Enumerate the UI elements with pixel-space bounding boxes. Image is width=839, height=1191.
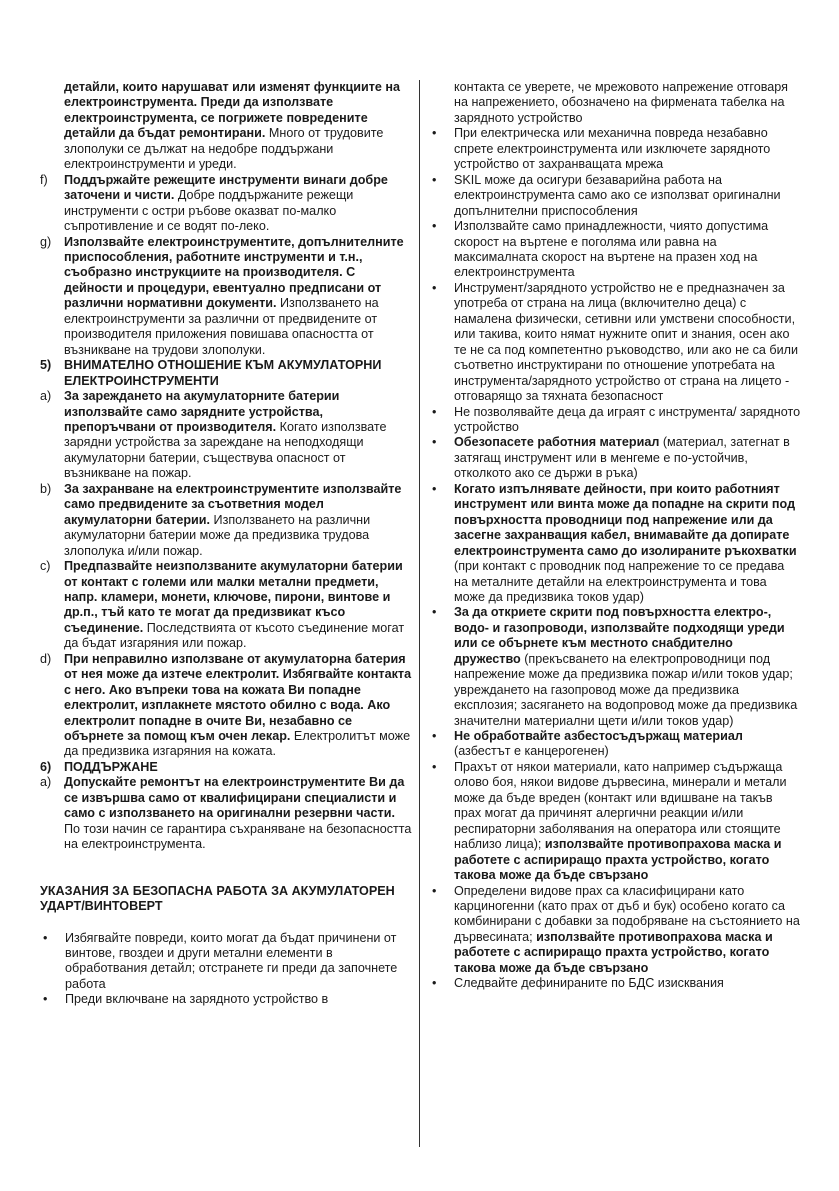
item-bold-text: За захранване на електроинструментите използвайте само предвидените за съответния модел акумулаторни батерии.: [64, 481, 402, 527]
section-6-number: 6): [40, 759, 52, 774]
bullet-normal-text: SKIL може да осигури безаварийна работа на електроинструмента само ако се използват оригинални допълнителни приспособления: [454, 172, 781, 218]
bullet-normal-text: (азбестът е канцерогенен): [454, 744, 609, 759]
intro-bold-text: детайли, които нарушават или изменят функциите на електроинструмента. Преди да използвате електроинструмента, се погрижете повредените детайли да бъдат ремонтирани.: [64, 80, 401, 141]
bullet-item: [429, 760, 801, 884]
item-normal-text: Електролитът може да предизвика изгаряния на кожата.: [64, 729, 411, 759]
section-5-item-text: [64, 559, 412, 652]
section-5-item: [40, 559, 412, 652]
bullet-marker: •: [43, 992, 48, 1007]
bullet-marker: •: [432, 404, 437, 419]
bullet-text: [454, 281, 801, 405]
bullet-bold-text: Обезопасете работния материал: [454, 435, 660, 450]
bullet-item: [429, 976, 801, 991]
bullet-text: [454, 173, 801, 219]
bullet-text: Избягвайте повреди, които могат да бъдат причинени от винтове, гвоздеи и други метални елементи в обработвания детайл; отстранете ги преди да започнете работа: [65, 930, 398, 991]
section-5-title: ВНИМАТЕЛНО ОТНОШЕНИЕ КЪМ АКУМУЛАТОРНИ ЕЛЕКТРОИНСТРУМЕНТИ: [64, 358, 382, 388]
bullet-marker: •: [432, 280, 437, 295]
bullet-text: [454, 976, 801, 991]
bullet-item: [429, 729, 801, 760]
bullet-normal-text: Определени видове прах са класифицирани като карциногенни (като прах от дъб и бук) особено когато са комбинирани с добавки за подобряване на състоянието на дървесината;: [454, 883, 800, 944]
section-6-item: [40, 775, 412, 852]
section-5-item-text: [64, 389, 412, 482]
bullet-marker: •: [432, 435, 437, 450]
bullet-normal-text: Следвайте дефинираните по БДС изисквания: [454, 976, 724, 991]
bullet-item: [429, 173, 801, 219]
item-normal-text: Добре поддържаните режещи инструменти с остри ръбове оказват по-малко съпротивление и се водят по-леко.: [64, 188, 354, 234]
bullet-item: [429, 605, 801, 729]
section-5-heading: [40, 358, 412, 389]
section-5-item-text: [64, 482, 412, 559]
bullet-item: [429, 435, 801, 481]
bullet-item: [429, 405, 801, 436]
intro-text: Много от трудовите злополуки се дължат на недобре поддържани електроинструменти и уреди.: [64, 126, 384, 172]
left-bullet-list: [40, 931, 412, 1008]
bullet-marker: •: [432, 481, 437, 496]
section-4-items: [40, 173, 412, 358]
bullet-bold-text: Когато изпълнявате дейности, при които работният инструмент или винта може да попадне на скрити под повърхността проводници под напрежение или да засегне захранващия кабел, внимавайте да допирате електроинструмента само до изолираните ръкохватки: [454, 481, 797, 558]
section-5-item: [40, 652, 412, 760]
item-normal-text: Последствията от късото съединение могат да бъдат изгаряния или пожар.: [64, 620, 405, 651]
bullet-marker: •: [432, 883, 437, 898]
section-5-items: [40, 389, 412, 760]
section-6-heading: [40, 760, 412, 775]
section-4-item: [40, 173, 412, 235]
bullet-normal-text: Използвайте само принадлежности, чиято допустима скорост на въртене е поголяма или равна на максималната скорост на въртене на празен ход на електроинструмента: [454, 219, 769, 280]
section-5-number: 5): [40, 358, 52, 373]
bullet-text: Преди включване на зарядното устройство в: [65, 992, 329, 1007]
bullet-item: [429, 884, 801, 977]
bullet-marker: •: [432, 605, 437, 620]
bullet-marker: •: [432, 759, 437, 774]
bullet-text: [454, 884, 801, 977]
bullet-bold-text: използвайте противопрахова маска и работете с аспириращо прахта устройство, когато такова може да бъде свързано: [454, 929, 773, 975]
bullet-item: [429, 482, 801, 606]
bullet-text: [454, 605, 801, 729]
bullet-item: [429, 219, 801, 281]
section-5-item: [40, 482, 412, 559]
bullet-bold-text: Не обработвайте азбестосъдържащ материал: [454, 729, 743, 744]
item-bold-text: Използвайте електроинструментите, допълнителните приспособления, работните инструменти и т.н., съобразно инструкциите на производителя. С дейности и процедури, евентуално предписани от различни нормативни документи.: [64, 234, 404, 311]
item-normal-text: Използването на различни акумулаторни батерии може да предизвика трудова злополука и/или пожар.: [64, 512, 371, 558]
bullet-bold-text: За да откриете скрити под повърхността електро-, водо- и газопроводи, използвайте подходящи уреди или се обърнете към местното снабдително дружество: [454, 605, 785, 666]
section-6-items: [40, 775, 412, 852]
safety-heading: УКАЗАНИЯ ЗА БЕЗОПАСНА РАБОТА ЗА АКУМУЛАТОРЕН УДАРТ/ВИНТОВЕРТ: [40, 883, 395, 914]
bullet-normal-text: При електрическа или механична повреда незабавно спрете електроинструмента или изключете зарядното устройство от захранващата мрежа: [454, 126, 771, 172]
bullet-text: [454, 219, 801, 281]
item-normal-text: Използването на електроинструменти за различни от предвидените от производителя приложения повишава опасността от възникване на трудови злополуки.: [64, 296, 379, 357]
item-bold-text: Предпазвайте неизползваните акумулаторни батерии от контакт с големи или малки метални предмети, напр. кламери, монети, ключове, пирони, винтове и др.п., тъй като те могат да предизвикат късо съединение.: [64, 559, 403, 635]
bullet-item: [429, 281, 801, 405]
item-bold-text: Допускайте ремонтът на електроинструментите Ви да се извършва само от квалифицирани специалисти и само с използването на оригинални резервни части.: [64, 775, 405, 821]
section-5-item-marker: c): [40, 559, 51, 574]
bullet-normal-text: Инструмент/зарядното устройство не е предназначен за употреба от страна на лица (включително деца) с намалена физически, сетивни или умствени способности, или такива, които нямат нужните опит и знания, осен ако те не са под компетентно ръководство, или ако не са били съответно инструктирани по отношение употребата на инструмента/зарядното устройство от страна на лицето - отговарящо за тяхната безопасност: [454, 280, 799, 404]
bullet-text: [454, 482, 801, 606]
section-4-item-text: [64, 173, 412, 235]
bullet-text: [454, 760, 801, 884]
bullet-normal-text: (при контакт с проводник под напрежение то се предава на металните детайли на електроинструмента и това може да предизвика токов удар): [454, 559, 785, 604]
bullet-marker: •: [432, 172, 437, 187]
section-6-item-marker: a): [40, 775, 52, 790]
bullet-bold-text: използвайте противопрахова маска и работете с аспириращо прахта устройство, когато такова може да бъде свързано: [454, 837, 782, 883]
section-5-item-text: [64, 652, 412, 760]
intro-paragraph: [40, 80, 412, 173]
bullet-item: [40, 931, 412, 993]
section-4-item-text: [64, 235, 412, 359]
continued-text: контакта се уверете, че мрежовото напрежение отговаря на напрежението, обозначено на фирмената табелка на зарядното устройство: [454, 80, 788, 125]
bullet-text: [454, 126, 801, 172]
left-column: [40, 80, 412, 1008]
bullet-normal-text: (прекъсването на електропроводници под напрежение може да предизвика пожар и/или токов удар; увреждането на газопровод може да предизвика експлозия; засягането на водопровод може да предизвика значителни материални щети и/или токов удар): [454, 651, 798, 728]
section-4-item: [40, 235, 412, 359]
bullet-marker: •: [432, 729, 437, 744]
column-divider: [419, 80, 420, 1147]
bullet-normal-text: Прахът от някои материали, като например съдържаща олово боя, някои видове дървесина, минерали и метали може да бъде вреден (контакт или вдишване на такъв прах могат да причинят алергични реакции и/или респираторни заболявания на оператора или стоящите наблизо лица);: [454, 759, 787, 852]
right-column: [429, 80, 801, 992]
section-5-item: [40, 389, 412, 482]
item-normal-text: По този начин се гарантира съхраняване на безопасността на електроинструмента.: [64, 821, 412, 852]
section-5-item-marker: b): [40, 481, 52, 496]
section-4-item-marker: g): [40, 234, 52, 249]
bullet-marker: •: [432, 219, 437, 234]
bullet-text: [454, 729, 801, 760]
bullet-text: [454, 435, 801, 481]
section-5-item-marker: d): [40, 651, 52, 666]
item-bold-text: При неправилно използване от акумулаторна батерия от нея може да изтече електролит. Избягвайте контакта с него. Ако въпреки това на кожата Ви попадне електролит, изплакнете мястото обилно с вода. Ако електролит попадне в очите Ви, незабавно се обърнете за помощ към очен лекар.: [64, 651, 412, 744]
right-bullet-list: [429, 126, 801, 991]
bullet-marker: •: [43, 930, 48, 945]
bullet-marker: •: [432, 976, 437, 991]
section-6-item-text: [64, 775, 412, 852]
item-normal-text: Когато използвате зарядни устройства за зареждане на неподходящи акумулаторни батерии, съществува опасност от възникване на пожар.: [64, 419, 387, 481]
bullet-marker: •: [432, 126, 437, 141]
item-bold-text: Поддържайте режещите инструменти винаги добре заточени и чисти.: [64, 172, 388, 203]
item-bold-text: За зареждането на акумулаторните батерии използвайте само зарядните устройства, препоръчвани от производителя.: [64, 389, 340, 434]
bullet-item: [40, 992, 412, 1007]
continued-bullet: [429, 80, 801, 126]
section-4-item-marker: f): [40, 172, 48, 187]
bullet-normal-text: (материал, затегнат в затягащ инструмент или в менгеме е по-устойчив, отколкото ако се държи в ръка): [454, 435, 790, 481]
section-6-title: ПОДДЪРЖАНЕ: [64, 759, 158, 774]
bullet-normal-text: Не позволявайте деца да играят с инструмента/ зарядното устройство: [454, 404, 801, 434]
bullet-item: [429, 126, 801, 172]
section-5-item-marker: a): [40, 389, 52, 404]
bullet-text: [454, 405, 801, 436]
